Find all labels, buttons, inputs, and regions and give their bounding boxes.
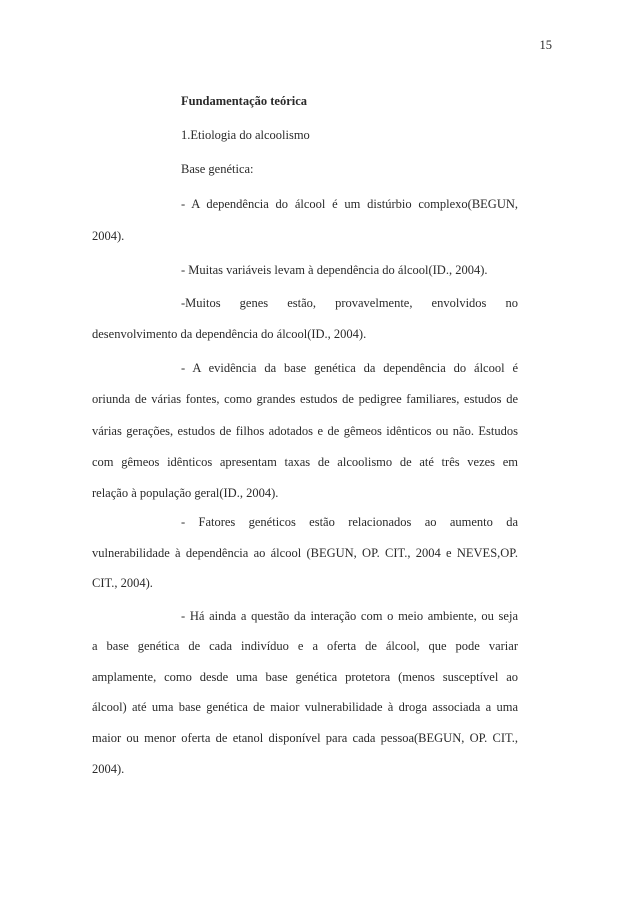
paragraph-6-line-4: álcool) até uma base genética de maior vulnerabilidade à droga associada a uma — [92, 700, 518, 714]
paragraph-2-line-1: - Muitas variáveis levam à dependência do álcool(ID., 2004). — [181, 263, 488, 277]
paragraph-6-line-6: 2004). — [92, 762, 125, 776]
paragraph-1-line-2: 2004). — [92, 229, 125, 243]
paragraph-4-line-3: várias gerações, estudos de filhos adotados e de gêmeos idênticos ou não. Estudos — [92, 424, 518, 438]
paragraph-6-line-3: amplamente, como desde uma base genética protetora (menos susceptível ao — [92, 670, 518, 684]
paragraph-1-line-1: - A dependência do álcool é um distúrbio complexo(BEGUN, — [181, 197, 518, 211]
section-title: 1.Etiologia do alcoolismo — [181, 128, 310, 142]
paragraph-6-line-1: - Há ainda a questão da interação com o meio ambiente, ou seja — [181, 609, 518, 623]
page-number: 15 — [539, 38, 552, 52]
paragraph-3-line-1: -Muitos genes estão, provavelmente, envolvidos no — [181, 296, 518, 310]
paragraph-6-line-2: a base genética de cada indivíduo e a oferta de álcool, que pode variar — [92, 639, 518, 653]
paragraph-6-line-5: maior ou menor oferta de etanol disponível para cada pessoa(BEGUN, OP. CIT., — [92, 731, 518, 745]
paragraph-5-line-3: CIT., 2004). — [92, 576, 153, 590]
paragraph-5-line-2: vulnerabilidade à dependência ao álcool (BEGUN, OP. CIT., 2004 e NEVES,OP. — [92, 546, 518, 560]
paragraph-5-line-1: - Fatores genéticos estão relacionados ao aumento da — [181, 515, 518, 529]
heading: Fundamentação teórica — [181, 94, 308, 108]
paragraph-4-line-5: relação à população geral(ID., 2004). — [92, 486, 279, 500]
paragraph-3-line-2: desenvolvimento da dependência do álcool(ID., 2004). — [92, 327, 367, 341]
subsection-title: Base genética: — [181, 162, 254, 176]
paragraph-4-line-4: com gêmeos idênticos apresentam taxas de alcoolismo de até três vezes em — [92, 455, 518, 469]
paragraph-4-line-1: - A evidência da base genética da dependência do álcool é — [181, 361, 518, 375]
paragraph-4-line-2: oriunda de várias fontes, como grandes estudos de pedigree familiares, estudos de — [92, 392, 518, 406]
